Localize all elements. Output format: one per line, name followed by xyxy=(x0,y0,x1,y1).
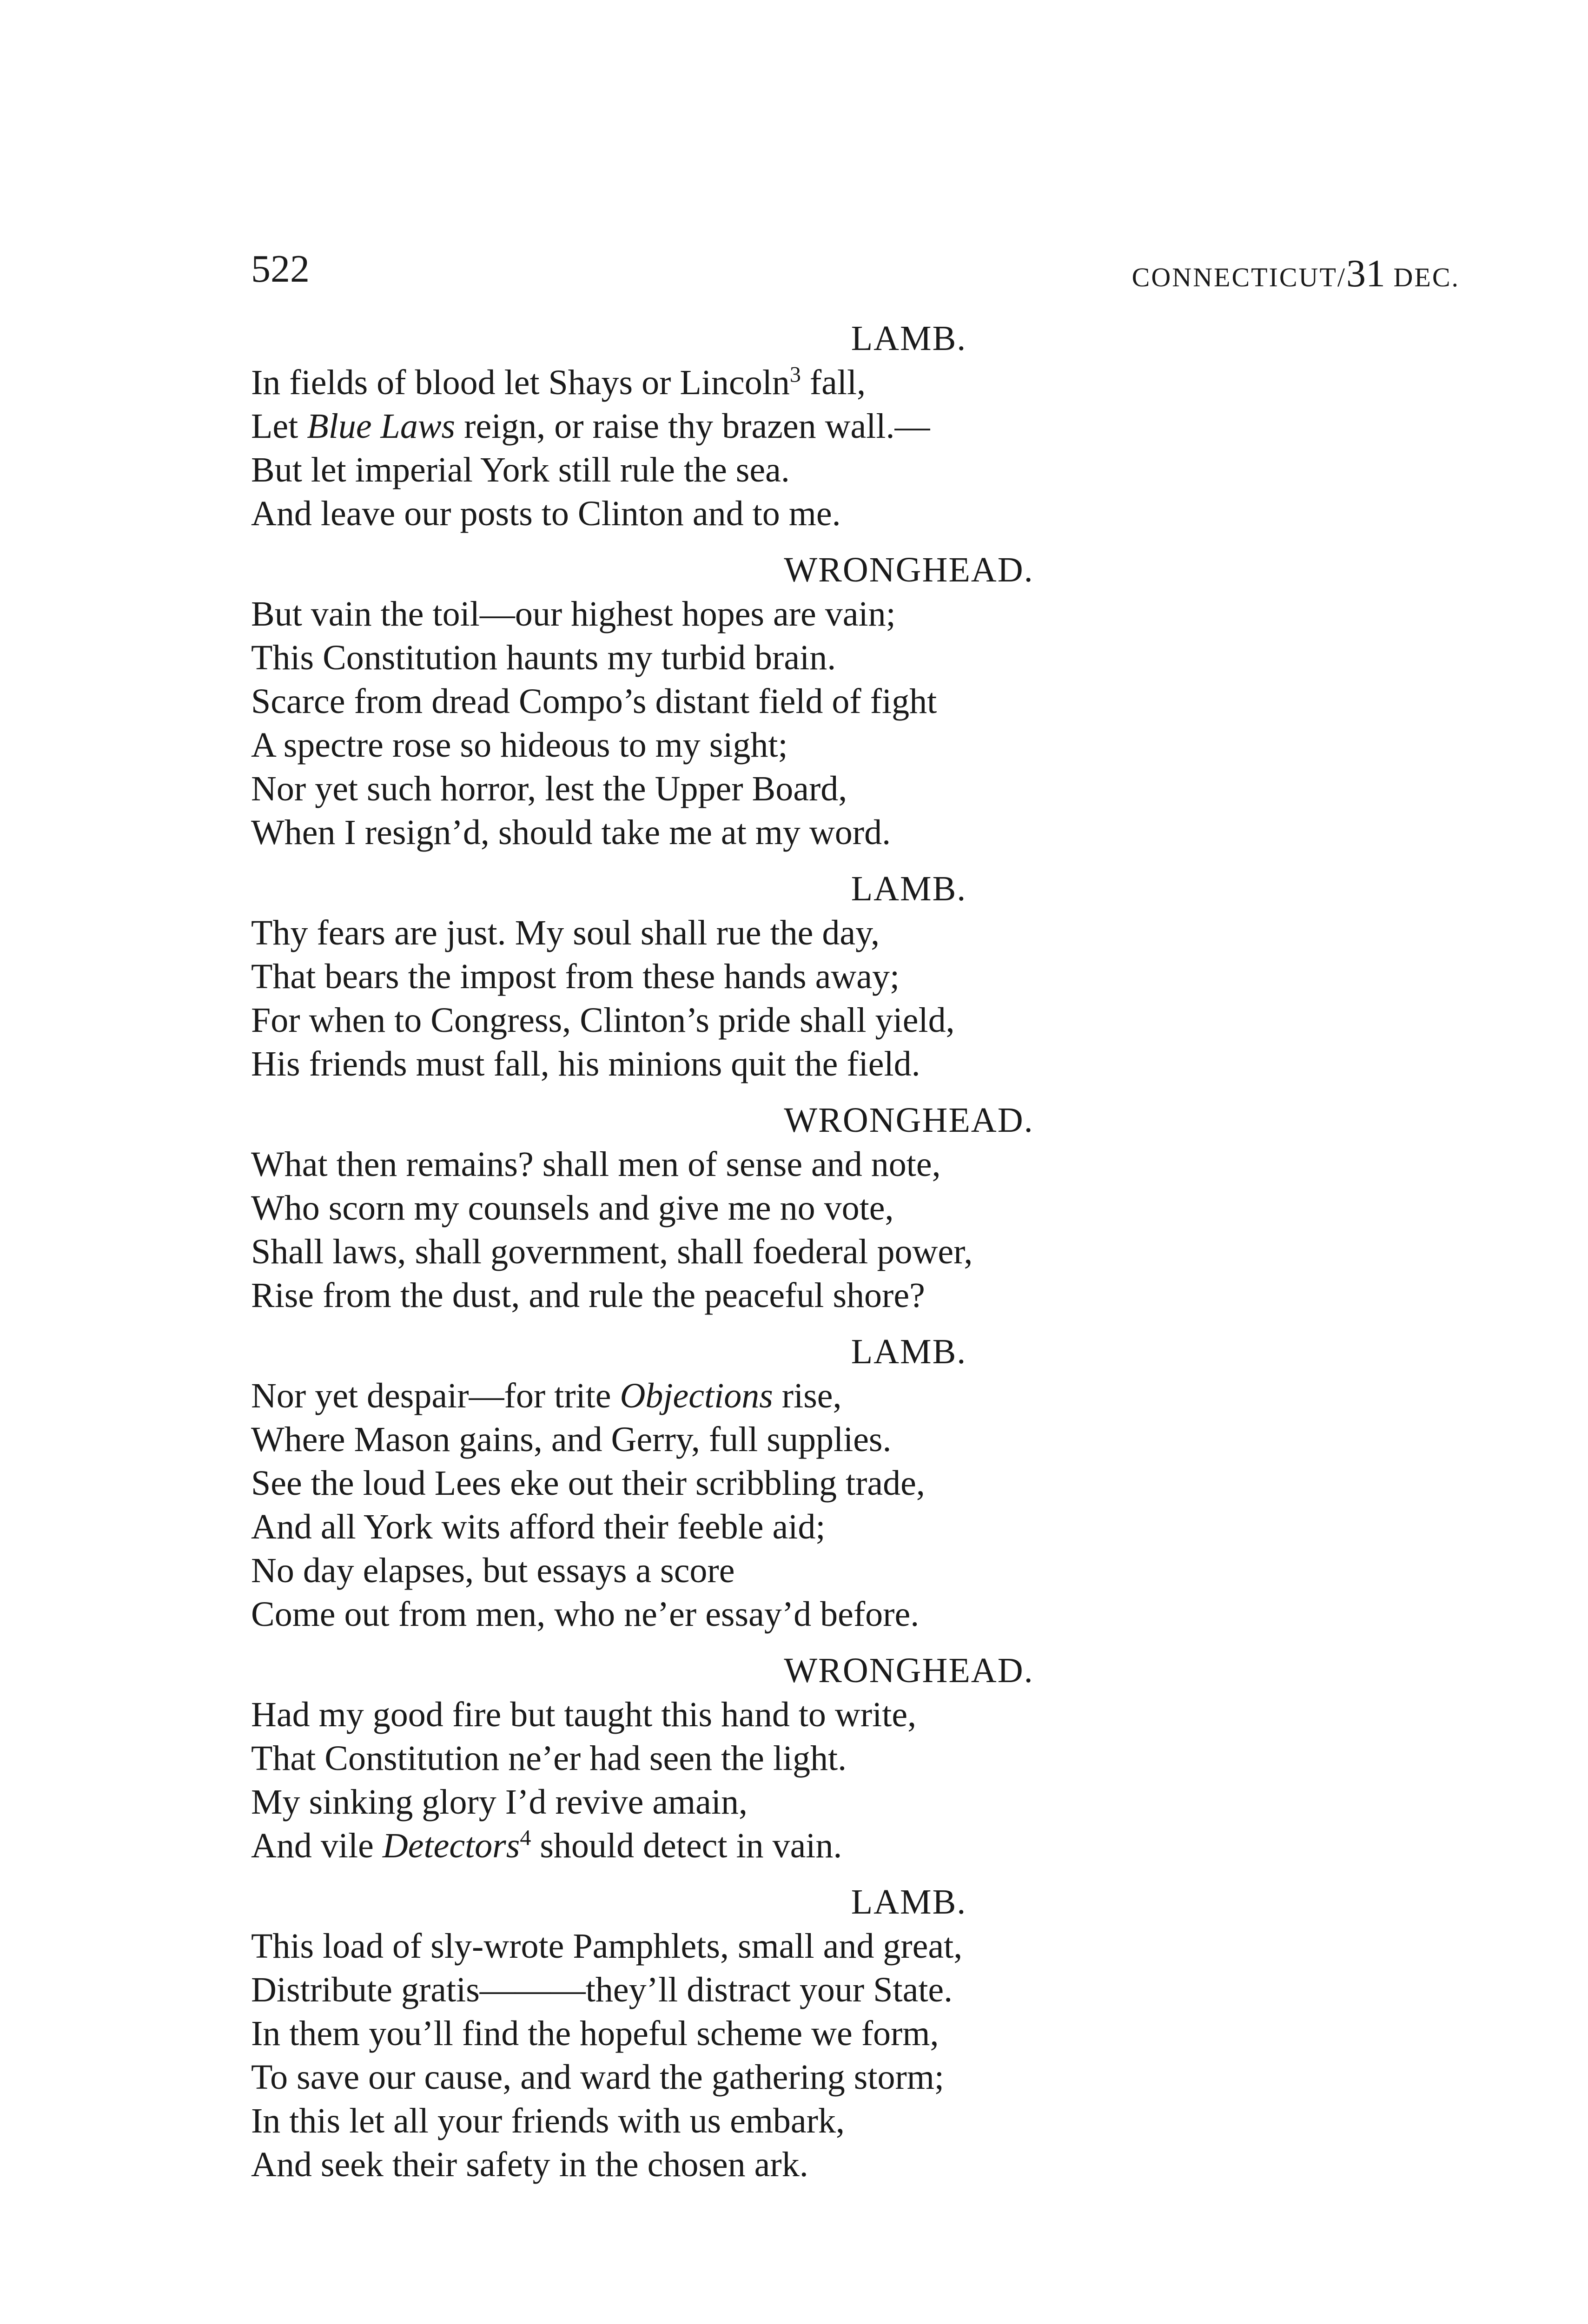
stanza xyxy=(251,1329,1460,1648)
verse-line xyxy=(251,2012,1460,2055)
verse-line xyxy=(251,1461,1460,1505)
running-head-month: DEC. xyxy=(1385,262,1460,292)
line-text: My sinking glory I’d revive amain, xyxy=(251,1783,748,1822)
line-text: Had my good fire but taught this hand to write, xyxy=(251,1695,917,1734)
speaker-heading: WRONGHEAD. xyxy=(784,1651,1034,1690)
line-text: Who scorn my counsels and give me no vote, xyxy=(251,1188,894,1228)
verse-line xyxy=(251,1505,1460,1549)
verse-line xyxy=(251,2143,1460,2186)
line-text: That Constitution ne’er had seen the light. xyxy=(251,1739,847,1778)
line-text: See the loud Lees eke out their scribbling trade, xyxy=(251,1464,925,1503)
italic-text: Blue Laws xyxy=(307,407,456,446)
line-text: What then remains? shall men of sense and note, xyxy=(251,1145,941,1184)
stanza-gap xyxy=(251,1086,1460,1098)
line-text: Distribute gratis———they’ll distract your State. xyxy=(251,1970,953,2009)
verse-line xyxy=(251,492,1460,535)
line-text: Let xyxy=(251,407,307,446)
verse-line xyxy=(251,1824,1460,1868)
verse-line xyxy=(251,361,1460,404)
line-text: To save our cause, and ward the gathering storm; xyxy=(251,2058,944,2097)
line-text: And vile xyxy=(251,1826,383,1865)
line-text: rise, xyxy=(773,1376,842,1415)
verse-line xyxy=(251,1374,1460,1418)
poem-body xyxy=(251,316,1460,2186)
verse-line xyxy=(251,955,1460,998)
verse-line xyxy=(251,1042,1460,1086)
italic-text: Objections xyxy=(620,1376,773,1415)
line-text: No day elapses, but essays a score xyxy=(251,1551,735,1590)
stanza xyxy=(251,548,1460,866)
verse-line xyxy=(251,448,1460,492)
stanza-gap xyxy=(251,1636,1460,1648)
stanza-gap xyxy=(251,854,1460,866)
footnote-marker: 3 xyxy=(789,362,801,387)
stanza-gap xyxy=(251,535,1460,548)
line-text: Rise from the dust, and rule the peaceful shore? xyxy=(251,1276,925,1315)
line-text: This load of sly-wrote Pamphlets, small and great, xyxy=(251,1927,963,1966)
verse-line xyxy=(251,1693,1460,1736)
verse-line xyxy=(251,911,1460,955)
verse-line xyxy=(251,1592,1460,1636)
stanza xyxy=(251,316,1460,548)
stanza-gap xyxy=(251,1868,1460,1880)
line-text: A spectre rose so hideous to my sight; xyxy=(251,726,788,765)
line-text: Where Mason gains, and Gerry, full supplies. xyxy=(251,1420,892,1459)
line-text: In this let all your friends with us embark, xyxy=(251,2101,845,2140)
verse-line xyxy=(251,767,1460,811)
verse-line xyxy=(251,404,1460,448)
line-text: But vain the toil—our highest hopes are vain; xyxy=(251,594,896,634)
verse-line xyxy=(251,723,1460,767)
verse-line xyxy=(251,1274,1460,1317)
verse-line xyxy=(251,1230,1460,1274)
page-header xyxy=(251,246,1460,297)
verse-line xyxy=(251,1142,1460,1186)
verse-line xyxy=(251,1924,1460,1968)
speaker-heading: LAMB. xyxy=(851,869,967,908)
line-text: And all York wits afford their feeble aid; xyxy=(251,1507,826,1546)
verse-line xyxy=(251,680,1460,723)
verse-line xyxy=(251,2099,1460,2143)
verse-line xyxy=(251,1968,1460,2012)
stanza xyxy=(251,1098,1460,1329)
line-text: reign, or raise thy brazen wall.— xyxy=(455,407,930,446)
speaker-heading: LAMB. xyxy=(851,319,967,358)
line-text: His friends must fall, his minions quit the field. xyxy=(251,1044,920,1083)
stanza xyxy=(251,1648,1460,1880)
verse-line xyxy=(251,2055,1460,2099)
running-head-day: 31 xyxy=(1346,252,1385,295)
running-head-state: CONNECTICUT/ xyxy=(1131,262,1346,292)
stanza xyxy=(251,866,1460,1098)
speaker-heading: WRONGHEAD. xyxy=(784,550,1034,589)
line-text: should detect in vain. xyxy=(531,1826,842,1865)
verse-line xyxy=(251,1549,1460,1592)
verse-line xyxy=(251,1186,1460,1230)
page-number: 522 xyxy=(251,247,310,290)
line-text: When I resign’d, should take me at my word. xyxy=(251,813,891,852)
verse-line xyxy=(251,1736,1460,1780)
speaker-heading: LAMB. xyxy=(851,1332,967,1371)
speaker-heading: LAMB. xyxy=(851,1882,967,1921)
footnote-marker: 4 xyxy=(520,1825,531,1850)
verse-line xyxy=(251,636,1460,680)
verse-line xyxy=(251,1418,1460,1461)
line-text: Shall laws, shall government, shall foederal power, xyxy=(251,1232,973,1271)
stanza xyxy=(251,1880,1460,2186)
line-text: And leave our posts to Clinton and to me. xyxy=(251,494,841,533)
line-text: That bears the impost from these hands away; xyxy=(251,957,900,996)
line-text: And seek their safety in the chosen ark. xyxy=(251,2145,808,2184)
stanza-gap xyxy=(251,1317,1460,1329)
line-text: Scarce from dread Compo’s distant field of fight xyxy=(251,682,937,721)
running-head xyxy=(1132,251,1460,296)
verse-line xyxy=(251,592,1460,636)
line-text: Nor yet such horror, lest the Upper Board, xyxy=(251,769,847,808)
verse-line xyxy=(251,1780,1460,1824)
line-text: But let imperial York still rule the sea. xyxy=(251,450,790,489)
line-text: In them you’ll find the hopeful scheme we form, xyxy=(251,2014,939,2053)
verse-line xyxy=(251,998,1460,1042)
speaker-heading: WRONGHEAD. xyxy=(784,1101,1034,1140)
line-text: Come out from men, who ne’er essay’d before. xyxy=(251,1595,920,1634)
line-text: Nor yet despair—for trite xyxy=(251,1376,620,1415)
line-text: Thy fears are just. My soul shall rue the day, xyxy=(251,913,880,952)
italic-text: Detectors xyxy=(382,1826,520,1865)
line-text: fall, xyxy=(801,363,866,402)
line-text: For when to Congress, Clinton’s pride shall yield, xyxy=(251,1001,955,1040)
line-text: In fields of blood let Shays or Lincoln xyxy=(251,363,790,402)
verse-line xyxy=(251,811,1460,854)
line-text: This Constitution haunts my turbid brain. xyxy=(251,638,836,677)
